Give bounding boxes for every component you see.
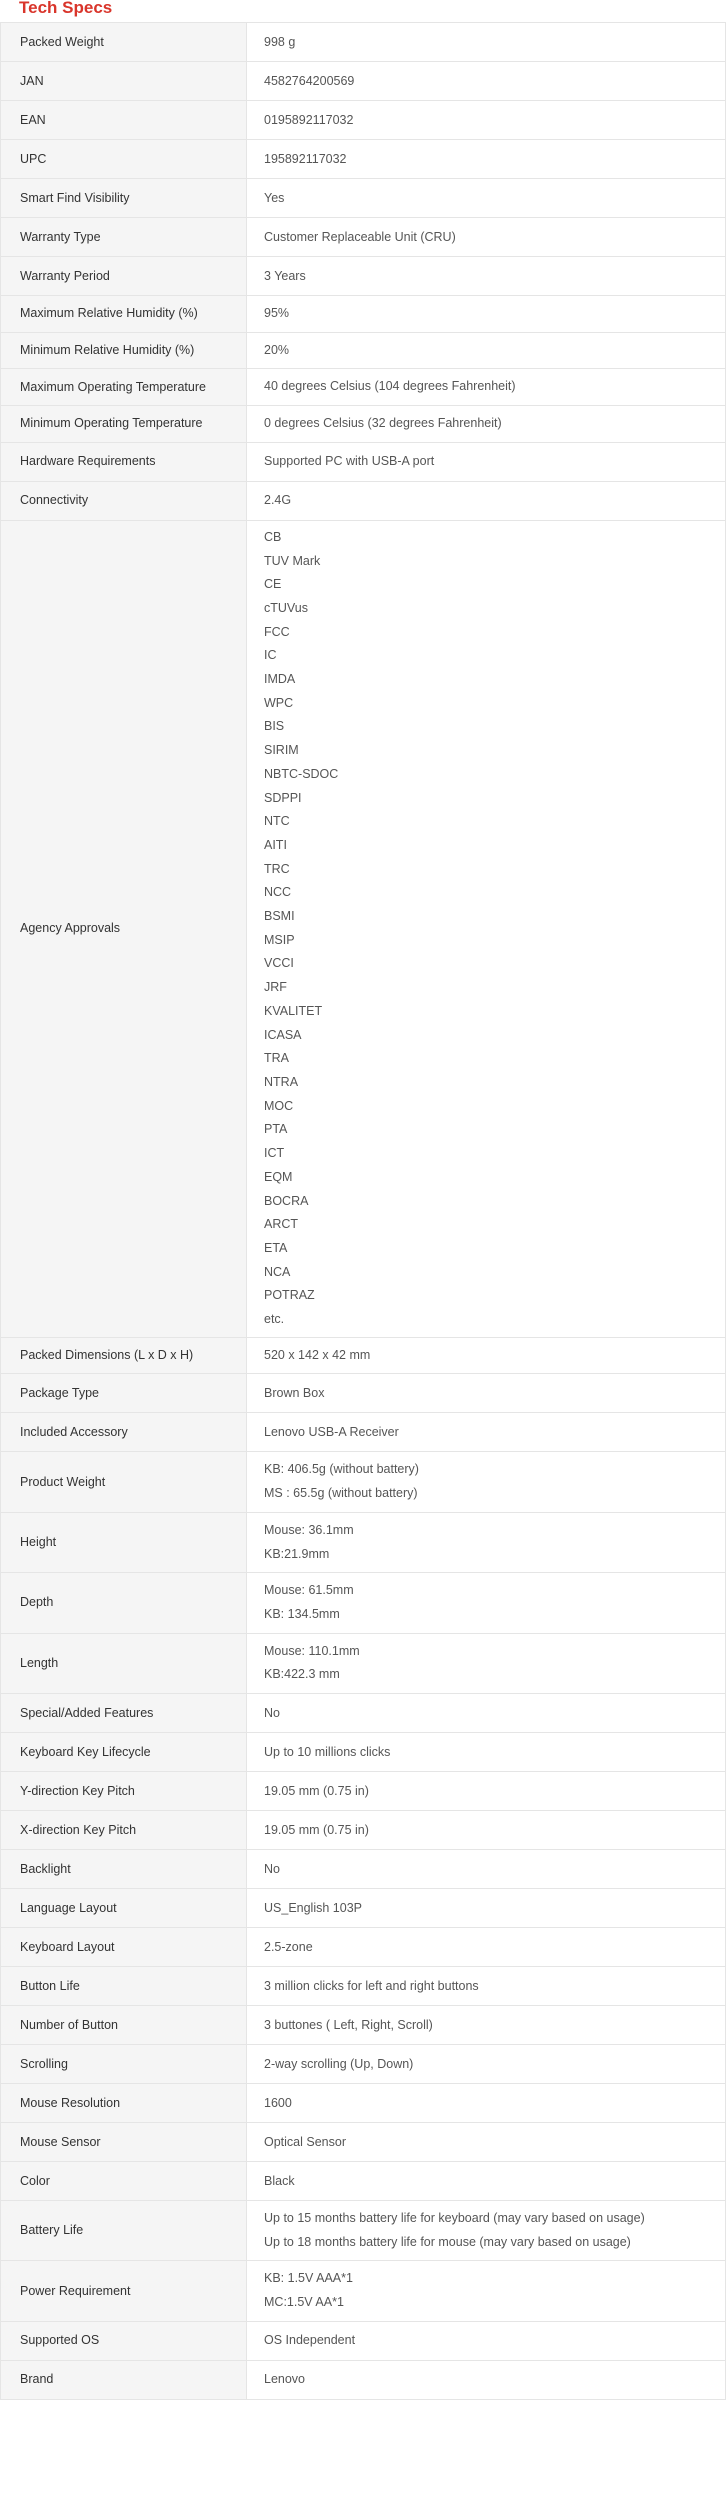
spec-row — [1, 2162, 726, 2201]
spec-value-line: Supported PC with USB-A port — [264, 454, 435, 469]
spec-value-line: KB:21.9mm — [264, 1546, 330, 1561]
spec-value-line: CE — [264, 577, 282, 592]
spec-value-line: VCCI — [264, 956, 294, 971]
spec-label: Maximum Relative Humidity (%) — [1, 296, 247, 333]
spec-row — [1, 1573, 726, 1633]
spec-value-line: NTRA — [264, 1074, 299, 1089]
spec-label: Color — [1, 2162, 247, 2201]
spec-value-line: 3 Years — [264, 268, 306, 283]
spec-row — [1, 1967, 726, 2006]
spec-label: Keyboard Layout — [1, 1928, 247, 1967]
spec-value-line: 3 buttones ( Left, Right, Scroll) — [264, 2017, 433, 2032]
spec-label: Minimum Relative Humidity (%) — [1, 332, 247, 369]
spec-value-line: 4582764200569 — [264, 73, 355, 88]
spec-value — [247, 62, 726, 101]
spec-value-line: FCC — [264, 624, 290, 639]
spec-value-line: MSIP — [264, 932, 295, 947]
spec-value-line: Up to 10 millions clicks — [264, 1744, 391, 1759]
spec-label: Height — [1, 1512, 247, 1572]
spec-row — [1, 2360, 726, 2399]
spec-value — [247, 1337, 726, 1374]
spec-row — [1, 2084, 726, 2123]
spec-value-line: 0 degrees Celsius (32 degrees Fahrenheit) — [264, 416, 502, 431]
spec-value — [247, 332, 726, 369]
spec-value — [247, 179, 726, 218]
spec-value-line: TUV Mark — [264, 553, 321, 568]
spec-row — [1, 140, 726, 179]
spec-row — [1, 2201, 726, 2261]
spec-value-line: Customer Replaceable Unit (CRU) — [264, 229, 456, 244]
spec-label: Warranty Period — [1, 257, 247, 296]
spec-value-line: ICASA — [264, 1027, 302, 1042]
spec-value-line: 20% — [264, 342, 290, 357]
spec-value-line: ICT — [264, 1146, 285, 1161]
spec-value-line: No — [264, 1861, 280, 1876]
spec-value — [247, 257, 726, 296]
spec-row — [1, 1633, 726, 1693]
spec-row — [1, 179, 726, 218]
spec-row — [1, 369, 726, 406]
spec-value-line: KB: 406.5g (without battery) — [264, 1462, 419, 1477]
spec-value-line: Mouse: 36.1mm — [264, 1522, 354, 1537]
spec-row — [1, 23, 726, 62]
spec-value — [247, 1413, 726, 1452]
spec-label: UPC — [1, 140, 247, 179]
spec-label: Battery Life — [1, 2201, 247, 2261]
spec-label: Brand — [1, 2360, 247, 2399]
spec-row — [1, 1374, 726, 1413]
spec-row — [1, 2045, 726, 2084]
spec-value — [247, 2321, 726, 2360]
spec-value-line: ETA — [264, 1240, 288, 1255]
spec-label: EAN — [1, 101, 247, 140]
spec-value-line: 195892117032 — [264, 151, 347, 166]
spec-value — [247, 369, 726, 406]
spec-row — [1, 1850, 726, 1889]
spec-row — [1, 1694, 726, 1733]
spec-value-line: Lenovo — [264, 2372, 306, 2387]
spec-value-line: 0195892117032 — [264, 112, 354, 127]
spec-label: Packed Weight — [1, 23, 247, 62]
spec-label: Language Layout — [1, 1889, 247, 1928]
spec-row — [1, 1928, 726, 1967]
spec-value — [247, 218, 726, 257]
spec-value — [247, 296, 726, 333]
spec-value-line: MS : 65.5g (without battery) — [264, 1486, 418, 1501]
spec-value — [247, 2084, 726, 2123]
tech-specs-table — [0, 22, 726, 2400]
spec-value — [247, 1850, 726, 1889]
spec-value-line: 2.4G — [264, 493, 292, 508]
spec-value-line: IMDA — [264, 672, 296, 687]
spec-value-line: EQM — [264, 1169, 293, 1184]
spec-row — [1, 2123, 726, 2162]
spec-row — [1, 1337, 726, 1374]
spec-label: Product Weight — [1, 1452, 247, 1512]
spec-row — [1, 481, 726, 520]
spec-row — [1, 2006, 726, 2045]
spec-value — [247, 520, 726, 1337]
spec-value-line: PTA — [264, 1122, 288, 1137]
spec-label: Y-direction Key Pitch — [1, 1772, 247, 1811]
spec-value-line: 95% — [264, 306, 290, 320]
spec-row — [1, 520, 726, 1337]
spec-label: Mouse Resolution — [1, 2084, 247, 2123]
spec-label: Number of Button — [1, 2006, 247, 2045]
spec-value-line: KB: 1.5V AAA*1 — [264, 2271, 353, 2286]
spec-label: Special/Added Features — [1, 1694, 247, 1733]
spec-value-line: BIS — [264, 719, 285, 734]
spec-value-line: JRF — [264, 980, 287, 995]
spec-value-line: Up to 15 months battery life for keyboard (may vary based on usage) — [264, 2211, 645, 2226]
spec-value-line: NCA — [264, 1264, 291, 1279]
spec-value-line: CB — [264, 529, 282, 544]
spec-value — [247, 442, 726, 481]
spec-value-line: KB: 134.5mm — [264, 1606, 340, 1621]
spec-label: Package Type — [1, 1374, 247, 1413]
spec-value-line: BOCRA — [264, 1193, 309, 1208]
spec-value-line: 2-way scrolling (Up, Down) — [264, 2056, 414, 2071]
spec-value-line: 40 degrees Celsius (104 degrees Fahrenheit) — [264, 379, 516, 394]
spec-value — [247, 1928, 726, 1967]
spec-value-line: Lenovo USB-A Receiver — [264, 1424, 399, 1439]
spec-row — [1, 2261, 726, 2321]
spec-value-line: IC — [264, 648, 277, 663]
spec-label: Backlight — [1, 1850, 247, 1889]
spec-row — [1, 2321, 726, 2360]
spec-label: Length — [1, 1633, 247, 1693]
spec-value — [247, 1733, 726, 1772]
spec-value — [247, 1374, 726, 1413]
spec-label: Minimum Operating Temperature — [1, 406, 247, 443]
spec-value-line: 998 g — [264, 34, 296, 49]
spec-label: Mouse Sensor — [1, 2123, 247, 2162]
spec-label: Maximum Operating Temperature — [1, 369, 247, 406]
spec-value-line: 3 million clicks for left and right buttons — [264, 1978, 479, 1993]
spec-value — [247, 23, 726, 62]
spec-value-line: POTRAZ — [264, 1288, 315, 1303]
spec-value-line: AITI — [264, 837, 287, 852]
spec-value-line: etc. — [264, 1312, 285, 1327]
spec-value — [247, 1573, 726, 1633]
spec-row — [1, 442, 726, 481]
spec-value — [247, 1889, 726, 1928]
spec-row — [1, 1733, 726, 1772]
spec-value-line: 520 x 142 x 42 mm — [264, 1347, 371, 1362]
spec-value-line: US_English 103P — [264, 1900, 362, 1915]
spec-row — [1, 1811, 726, 1850]
spec-value-line: 19.05 mm (0.75 in) — [264, 1822, 369, 1837]
spec-value-line: Mouse: 110.1mm — [264, 1643, 360, 1658]
spec-row — [1, 1452, 726, 1512]
spec-value-line: No — [264, 1705, 280, 1720]
spec-value-line: Black — [264, 2173, 295, 2188]
spec-row — [1, 406, 726, 443]
spec-value-line: OS Independent — [264, 2333, 356, 2348]
spec-label: Button Life — [1, 1967, 247, 2006]
spec-value-line: KVALITET — [264, 1003, 323, 1018]
spec-row — [1, 332, 726, 369]
spec-label: Hardware Requirements — [1, 442, 247, 481]
spec-label: X-direction Key Pitch — [1, 1811, 247, 1850]
spec-value-line: 2.5-zone — [264, 1939, 313, 1954]
spec-label: Depth — [1, 1573, 247, 1633]
spec-value-line: SIRIM — [264, 743, 299, 758]
spec-value — [247, 1694, 726, 1733]
spec-value-line: 1600 — [264, 2095, 292, 2110]
spec-label: Packed Dimensions (L x D x H) — [1, 1337, 247, 1374]
spec-value-line: 19.05 mm (0.75 in) — [264, 1783, 369, 1798]
spec-value-line: MC:1.5V AA*1 — [264, 2295, 344, 2310]
spec-label: Scrolling — [1, 2045, 247, 2084]
spec-value-line: Mouse: 61.5mm — [264, 1583, 354, 1598]
spec-label: Supported OS — [1, 2321, 247, 2360]
spec-value-line: Optical Sensor — [264, 2134, 346, 2149]
spec-value — [247, 2360, 726, 2399]
spec-value-line: MOC — [264, 1098, 294, 1113]
spec-value-line: cTUVus — [264, 600, 308, 615]
spec-value — [247, 1811, 726, 1850]
spec-row — [1, 1413, 726, 1452]
spec-value — [247, 2261, 726, 2321]
spec-value-line: NBTC-SDOC — [264, 766, 339, 781]
spec-value — [247, 2201, 726, 2261]
spec-value-line: Brown Box — [264, 1385, 325, 1400]
spec-row — [1, 62, 726, 101]
spec-value — [247, 1512, 726, 1572]
spec-value — [247, 1772, 726, 1811]
spec-value-line: SDPPI — [264, 790, 302, 805]
spec-value-line: NCC — [264, 885, 292, 900]
spec-value — [247, 2006, 726, 2045]
spec-label: JAN — [1, 62, 247, 101]
spec-row — [1, 218, 726, 257]
spec-row — [1, 101, 726, 140]
spec-value-line: Up to 18 months battery life for mouse (may vary based on usage) — [264, 2234, 631, 2249]
section-title: Tech Specs — [19, 0, 113, 17]
spec-value — [247, 101, 726, 140]
spec-row — [1, 1889, 726, 1928]
spec-value-line: Yes — [264, 190, 285, 205]
spec-row — [1, 296, 726, 333]
spec-value-line: NTC — [264, 814, 290, 829]
spec-value — [247, 2045, 726, 2084]
spec-label: Keyboard Key Lifecycle — [1, 1733, 247, 1772]
spec-row — [1, 257, 726, 296]
spec-value-line: TRA — [264, 1051, 289, 1066]
spec-label: Warranty Type — [1, 218, 247, 257]
spec-value-line: TRC — [264, 861, 290, 876]
tech-specs-body — [1, 23, 726, 2400]
spec-value-line: BSMI — [264, 909, 295, 924]
spec-value — [247, 140, 726, 179]
spec-value — [247, 1633, 726, 1693]
spec-value — [247, 481, 726, 520]
spec-label: Connectivity — [1, 481, 247, 520]
spec-value — [247, 406, 726, 443]
spec-label: Smart Find Visibility — [1, 179, 247, 218]
spec-value-line: KB:422.3 mm — [264, 1667, 340, 1682]
spec-value-line: WPC — [264, 695, 294, 710]
spec-value — [247, 1452, 726, 1512]
spec-value-line: ARCT — [264, 1217, 299, 1232]
spec-label: Agency Approvals — [1, 520, 247, 1337]
spec-value — [247, 2162, 726, 2201]
spec-row — [1, 1772, 726, 1811]
spec-value — [247, 1967, 726, 2006]
spec-label: Included Accessory — [1, 1413, 247, 1452]
spec-row — [1, 1512, 726, 1572]
spec-value — [247, 2123, 726, 2162]
spec-label: Power Requirement — [1, 2261, 247, 2321]
